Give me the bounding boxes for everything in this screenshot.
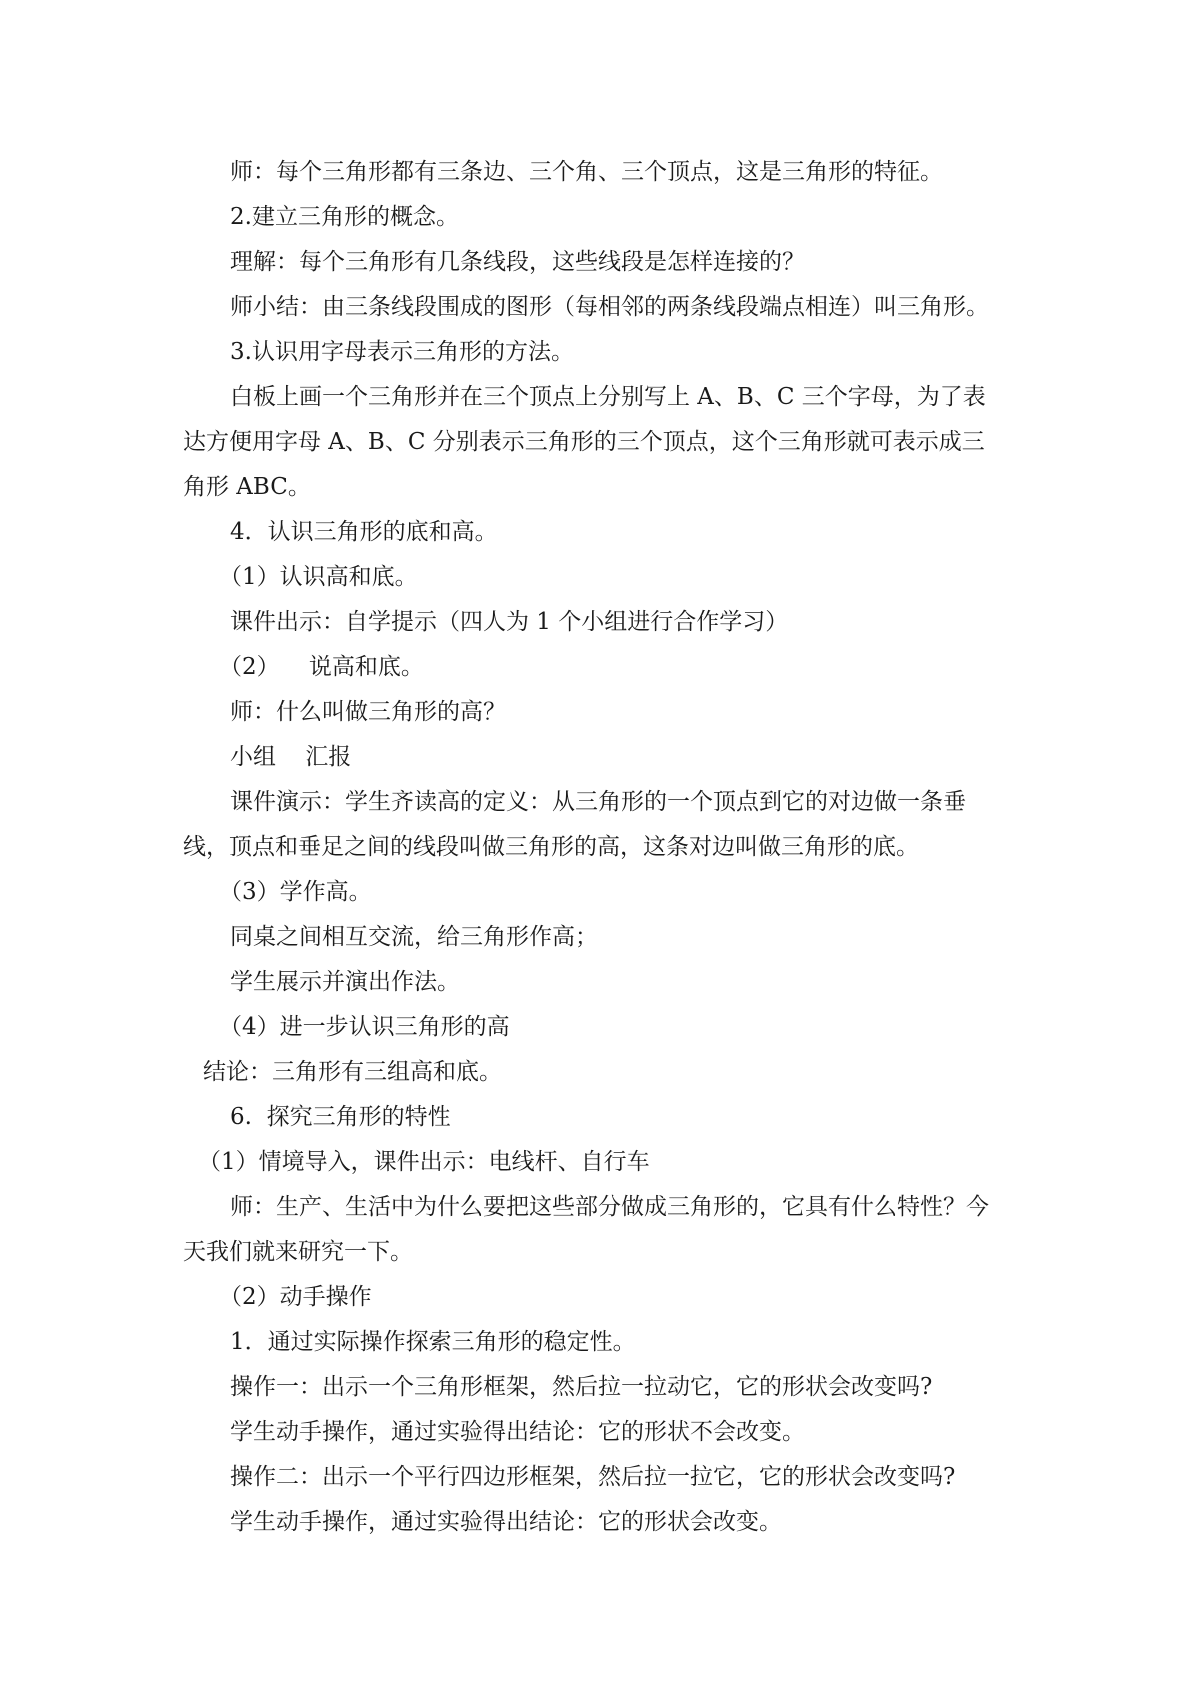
paragraph-line: 学生动手操作，通过实验得出结论：它的形状会改变。: [230, 1509, 782, 1535]
document-body: [183, 150, 1023, 1545]
paragraph-line: 理解：每个三角形有几条线段，这些线段是怎样连接的？: [230, 249, 805, 275]
paragraph-line: 师：每个三角形都有三条边、三个角、三个顶点，这是三角形的特征。: [230, 159, 943, 185]
paragraph-line: 角形 ABC。: [183, 474, 311, 500]
paragraph-line: （4）进一步认识三角形的高: [219, 1014, 510, 1040]
paragraph-line: 同桌之间相互交流，给三角形作高；: [230, 924, 598, 950]
paragraph-line: 4．认识三角形的底和高。: [230, 519, 498, 545]
paragraph-line: 学生动手操作，通过实验得出结论：它的形状不会改变。: [230, 1419, 805, 1445]
paragraph-line: （2）动手操作: [219, 1284, 372, 1310]
paragraph-line: 小组 汇报: [230, 744, 352, 770]
paragraph-line: （2） 说高和底。: [219, 654, 424, 680]
paragraph-line: 6. 探究三角形的特性: [230, 1104, 451, 1130]
paragraph-line: 2.建立三角形的概念。: [230, 204, 459, 230]
paragraph-line: 3.认识用字母表示三角形的方法。: [230, 339, 574, 365]
paragraph-line: 1．通过实际操作探索三角形的稳定性。: [230, 1329, 636, 1355]
paragraph-line: 操作二：出示一个平行四边形框架，然后拉一拉它，它的形状会改变吗?: [230, 1464, 956, 1490]
paragraph-line: 结论：三角形有三组高和底。: [203, 1059, 502, 1085]
paragraph-line: 课件出示：自学提示（四人为 1 个小组进行合作学习）: [230, 609, 789, 635]
paragraph-line: （1）认识高和底。: [219, 564, 418, 590]
paragraph-line: 白板上画一个三角形并在三个顶点上分别写上 A、B、C 三个字母，为了表: [230, 384, 986, 410]
paragraph-line: 线，顶点和垂足之间的线段叫做三角形的高，这条对边叫做三角形的底。: [183, 834, 919, 860]
paragraph-line: 学生展示并演出作法。: [230, 969, 460, 995]
paragraph-line: 达方便用字母 A、B、C 分别表示三角形的三个顶点，这个三角形就可表示成三: [183, 429, 985, 455]
paragraph-line: 课件演示：学生齐读高的定义：从三角形的一个顶点到它的对边做一条垂: [230, 789, 966, 815]
paragraph-line: 师小结：由三条线段围成的图形（每相邻的两条线段端点相连）叫三角形。: [230, 294, 989, 320]
paragraph-line: 操作一：出示一个三角形框架，然后拉一拉动它，它的形状会改变吗?: [230, 1374, 933, 1400]
paragraph-line: 师：生产、生活中为什么要把这些部分做成三角形的，它具有什么特性？今: [230, 1194, 989, 1220]
paragraph-line: 师：什么叫做三角形的高？: [230, 699, 506, 725]
paragraph-line: 天我们就来研究一下。: [183, 1239, 413, 1265]
paragraph-line: （3）学作高。: [219, 879, 372, 905]
paragraph-line: （1）情境导入，课件出示：电线杆、自行车: [198, 1149, 650, 1175]
